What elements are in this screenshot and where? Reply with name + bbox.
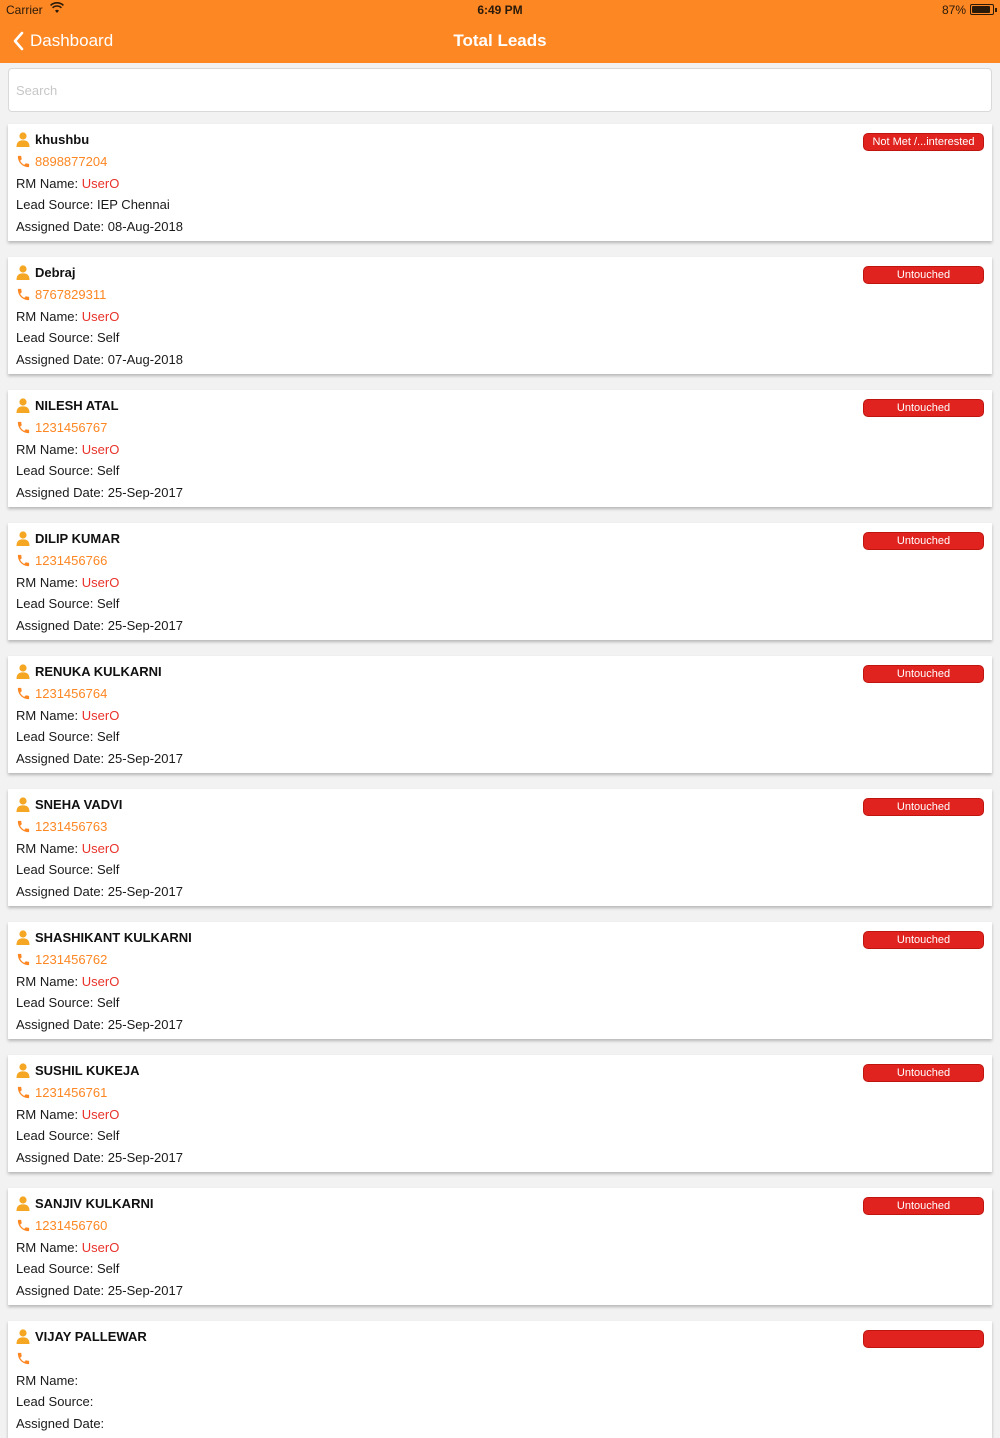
phone-icon: [16, 952, 31, 967]
lead-name-row: [16, 664, 162, 679]
lead-card[interactable]: [8, 523, 992, 640]
lead-phone-row[interactable]: [16, 1085, 107, 1100]
rm-name-label: RM Name:: [16, 309, 79, 324]
status-badge: Untouched: [863, 665, 984, 683]
rm-name-value: UserO: [81, 708, 120, 723]
lead-source-row: [16, 463, 119, 478]
lead-name: khushbu: [35, 132, 90, 147]
assigned-date-value: 25-Sep-2017: [107, 1150, 183, 1165]
rm-name-value: UserO: [81, 575, 120, 590]
assigned-date-row: [16, 1416, 104, 1431]
person-icon: [16, 797, 30, 812]
search-box: [8, 68, 992, 112]
rm-name-label: RM Name:: [16, 176, 79, 191]
phone-icon: [16, 1218, 31, 1233]
lead-name-row: [16, 1063, 140, 1078]
assigned-date-row: [16, 1283, 183, 1298]
lead-name-row: [16, 1196, 153, 1211]
person-icon: [16, 930, 30, 945]
lead-phone-row[interactable]: [16, 553, 107, 568]
rm-name-value: UserO: [81, 442, 120, 457]
lead-source-value: Self: [96, 463, 120, 478]
lead-source-label: Lead Source:: [16, 197, 94, 212]
rm-name-row: [16, 176, 119, 191]
person-icon: [16, 398, 30, 413]
lead-phone-row[interactable]: [16, 1351, 35, 1366]
lead-source-label: Lead Source:: [16, 1261, 94, 1276]
lead-name-row: [16, 531, 120, 546]
lead-phone-row[interactable]: [16, 1218, 107, 1233]
rm-name-label: RM Name:: [16, 1373, 79, 1388]
phone-icon: [16, 686, 31, 701]
lead-card[interactable]: [8, 124, 992, 241]
lead-phone-row[interactable]: [16, 686, 107, 701]
rm-name-row: [16, 974, 119, 989]
lead-card[interactable]: [8, 257, 992, 374]
lead-source-row: [16, 1394, 93, 1409]
lead-name: RENUKA KULKARNI: [35, 664, 162, 679]
assigned-date-label: Assigned Date:: [16, 1416, 105, 1431]
assigned-date-row: [16, 219, 183, 234]
lead-source-row: [16, 1128, 119, 1143]
assigned-date-label: Assigned Date:: [16, 1150, 105, 1165]
lead-card[interactable]: [8, 1055, 992, 1172]
lead-card[interactable]: [8, 390, 992, 507]
lead-phone-row[interactable]: [16, 154, 107, 169]
phone-icon: [16, 287, 31, 302]
status-badge: Untouched: [863, 532, 984, 550]
lead-name: SANJIV KULKARNI: [35, 1196, 154, 1211]
assigned-date-label: Assigned Date:: [16, 751, 105, 766]
lead-phone[interactable]: 1231456760: [35, 1218, 108, 1233]
rm-name-value: UserO: [81, 974, 120, 989]
assigned-date-row: [16, 618, 183, 633]
assigned-date-value: 25-Sep-2017: [107, 884, 183, 899]
rm-name-row: [16, 1240, 119, 1255]
lead-phone[interactable]: 1231456767: [35, 420, 108, 435]
lead-phone-row[interactable]: [16, 420, 107, 435]
assigned-date-value: 25-Sep-2017: [107, 1283, 183, 1298]
lead-name: DILIP KUMAR: [35, 531, 120, 546]
status-badge: Not Met /...interested: [863, 133, 984, 151]
lead-phone-row[interactable]: [16, 819, 107, 834]
rm-name-label: RM Name:: [16, 1107, 79, 1122]
lead-source-value: Self: [96, 596, 120, 611]
status-badge: Untouched: [863, 399, 984, 417]
status-badge: Untouched: [863, 1064, 984, 1082]
phone-icon: [16, 1351, 31, 1366]
status-badge: [863, 1330, 984, 1348]
rm-name-row: [16, 841, 119, 856]
back-button-label: Dashboard: [30, 31, 114, 50]
battery-percent: 87%: [941, 3, 966, 17]
assigned-date-row: [16, 1017, 183, 1032]
assigned-date-row: [16, 751, 183, 766]
lead-source-value: Self: [96, 729, 120, 744]
phone-icon: [16, 1085, 31, 1100]
rm-name-row: [16, 1107, 119, 1122]
lead-source-label: Lead Source:: [16, 330, 94, 345]
lead-name-row: [16, 398, 119, 413]
assigned-date-value: 25-Sep-2017: [107, 485, 183, 500]
lead-source-label: Lead Source:: [16, 596, 94, 611]
lead-name: VIJAY PALLEWAR: [35, 1329, 147, 1344]
lead-source-label: Lead Source:: [16, 995, 94, 1010]
phone-icon: [16, 819, 31, 834]
lead-name-row: [16, 797, 122, 812]
lead-source-value: Self: [96, 995, 120, 1010]
rm-name-row: [16, 708, 119, 723]
lead-phone[interactable]: 8898877204: [35, 154, 108, 169]
rm-name-row: [16, 575, 119, 590]
lead-card[interactable]: [8, 1321, 992, 1438]
assigned-date-row: [16, 485, 183, 500]
lead-name-row: [16, 132, 89, 147]
assigned-date-row: [16, 352, 183, 367]
assigned-date-row: [16, 1150, 183, 1165]
lead-source-row: [16, 862, 119, 877]
page-title: Total Leads: [453, 31, 547, 50]
lead-source-value: IEP Chennai: [96, 197, 170, 212]
navigation-bar: [0, 0, 1000, 63]
rm-name-label: RM Name:: [16, 442, 79, 457]
assigned-date-row: [16, 884, 183, 899]
status-bar: [0, 0, 1000, 20]
lead-name-row: [16, 930, 192, 945]
rm-name-value: UserO: [81, 176, 120, 191]
lead-source-row: [16, 1261, 119, 1276]
lead-source-value: Self: [96, 1261, 120, 1276]
lead-card[interactable]: [8, 789, 992, 906]
lead-source-label: Lead Source:: [16, 1394, 94, 1409]
assigned-date-label: Assigned Date:: [16, 1017, 105, 1032]
lead-name-row: [16, 1329, 147, 1344]
assigned-date-value: 25-Sep-2017: [107, 751, 183, 766]
rm-name-label: RM Name:: [16, 1240, 79, 1255]
lead-source-label: Lead Source:: [16, 1128, 94, 1143]
person-icon: [16, 265, 30, 280]
assigned-date-value: 07-Aug-2018: [107, 352, 183, 367]
lead-source-row: [16, 330, 119, 345]
person-icon: [16, 664, 30, 679]
rm-name-label: RM Name:: [16, 575, 79, 590]
carrier-label: Carrier: [6, 3, 43, 17]
assigned-date-value: 25-Sep-2017: [107, 1017, 183, 1032]
lead-phone[interactable]: 1231456762: [35, 952, 108, 967]
rm-name-label: RM Name:: [16, 841, 79, 856]
rm-name-value: UserO: [81, 1240, 120, 1255]
status-badge: Untouched: [863, 798, 984, 816]
lead-source-label: Lead Source:: [16, 729, 94, 744]
lead-card[interactable]: [8, 922, 992, 1039]
status-badge: Untouched: [863, 266, 984, 284]
assigned-date-label: Assigned Date:: [16, 352, 105, 367]
phone-icon: [16, 154, 31, 169]
lead-card[interactable]: [8, 1188, 992, 1305]
rm-name-value: UserO: [81, 841, 120, 856]
lead-phone[interactable]: 1231456766: [35, 553, 108, 568]
lead-source-label: Lead Source:: [16, 463, 94, 478]
search-input[interactable]: [9, 69, 991, 111]
assigned-date-label: Assigned Date:: [16, 618, 105, 633]
assigned-date-value: 08-Aug-2018: [107, 219, 183, 234]
person-icon: [16, 1329, 30, 1344]
lead-phone-row[interactable]: [16, 952, 107, 967]
rm-name-label: RM Name:: [16, 974, 79, 989]
lead-name: NILESH ATAL: [35, 398, 119, 413]
rm-name-value: UserO: [81, 1107, 120, 1122]
lead-name: SUSHIL KUKEJA: [35, 1063, 140, 1078]
rm-name-value: UserO: [81, 309, 120, 324]
clock: 6:49 PM: [477, 3, 523, 17]
lead-card[interactable]: [8, 656, 992, 773]
rm-name-row: [16, 309, 119, 324]
person-icon: [16, 531, 30, 546]
lead-source-value: Self: [96, 1128, 120, 1143]
assigned-date-label: Assigned Date:: [16, 884, 105, 899]
assigned-date-value: 25-Sep-2017: [107, 618, 183, 633]
lead-source-value: Self: [96, 330, 120, 345]
lead-phone-row[interactable]: [16, 287, 106, 302]
lead-phone[interactable]: 1231456761: [35, 1085, 108, 1100]
person-icon: [16, 132, 30, 147]
lead-source-value: Self: [96, 862, 120, 877]
rm-name-row: [16, 1373, 78, 1388]
lead-source-row: [16, 729, 119, 744]
lead-name-row: [16, 265, 75, 280]
person-icon: [16, 1063, 30, 1078]
status-badge: Untouched: [863, 1197, 984, 1215]
lead-source-row: [16, 995, 119, 1010]
lead-name: Debraj: [35, 265, 76, 280]
phone-icon: [16, 420, 31, 435]
assigned-date-label: Assigned Date:: [16, 485, 105, 500]
assigned-date-label: Assigned Date:: [16, 1283, 105, 1298]
lead-phone[interactable]: 8767829311: [35, 287, 107, 302]
battery-icon: [970, 4, 994, 15]
lead-name: SNEHA VADVI: [35, 797, 123, 812]
person-icon: [16, 1196, 30, 1211]
assigned-date-label: Assigned Date:: [16, 219, 105, 234]
rm-name-label: RM Name:: [16, 708, 79, 723]
lead-name: SHASHIKANT KULKARNI: [35, 930, 192, 945]
rm-name-row: [16, 442, 119, 457]
status-badge: Untouched: [863, 931, 984, 949]
phone-icon: [16, 553, 31, 568]
lead-phone[interactable]: 1231456764: [35, 686, 108, 701]
lead-source-row: [16, 197, 170, 212]
lead-source-label: Lead Source:: [16, 862, 94, 877]
lead-phone[interactable]: 1231456763: [35, 819, 108, 834]
lead-source-row: [16, 596, 119, 611]
